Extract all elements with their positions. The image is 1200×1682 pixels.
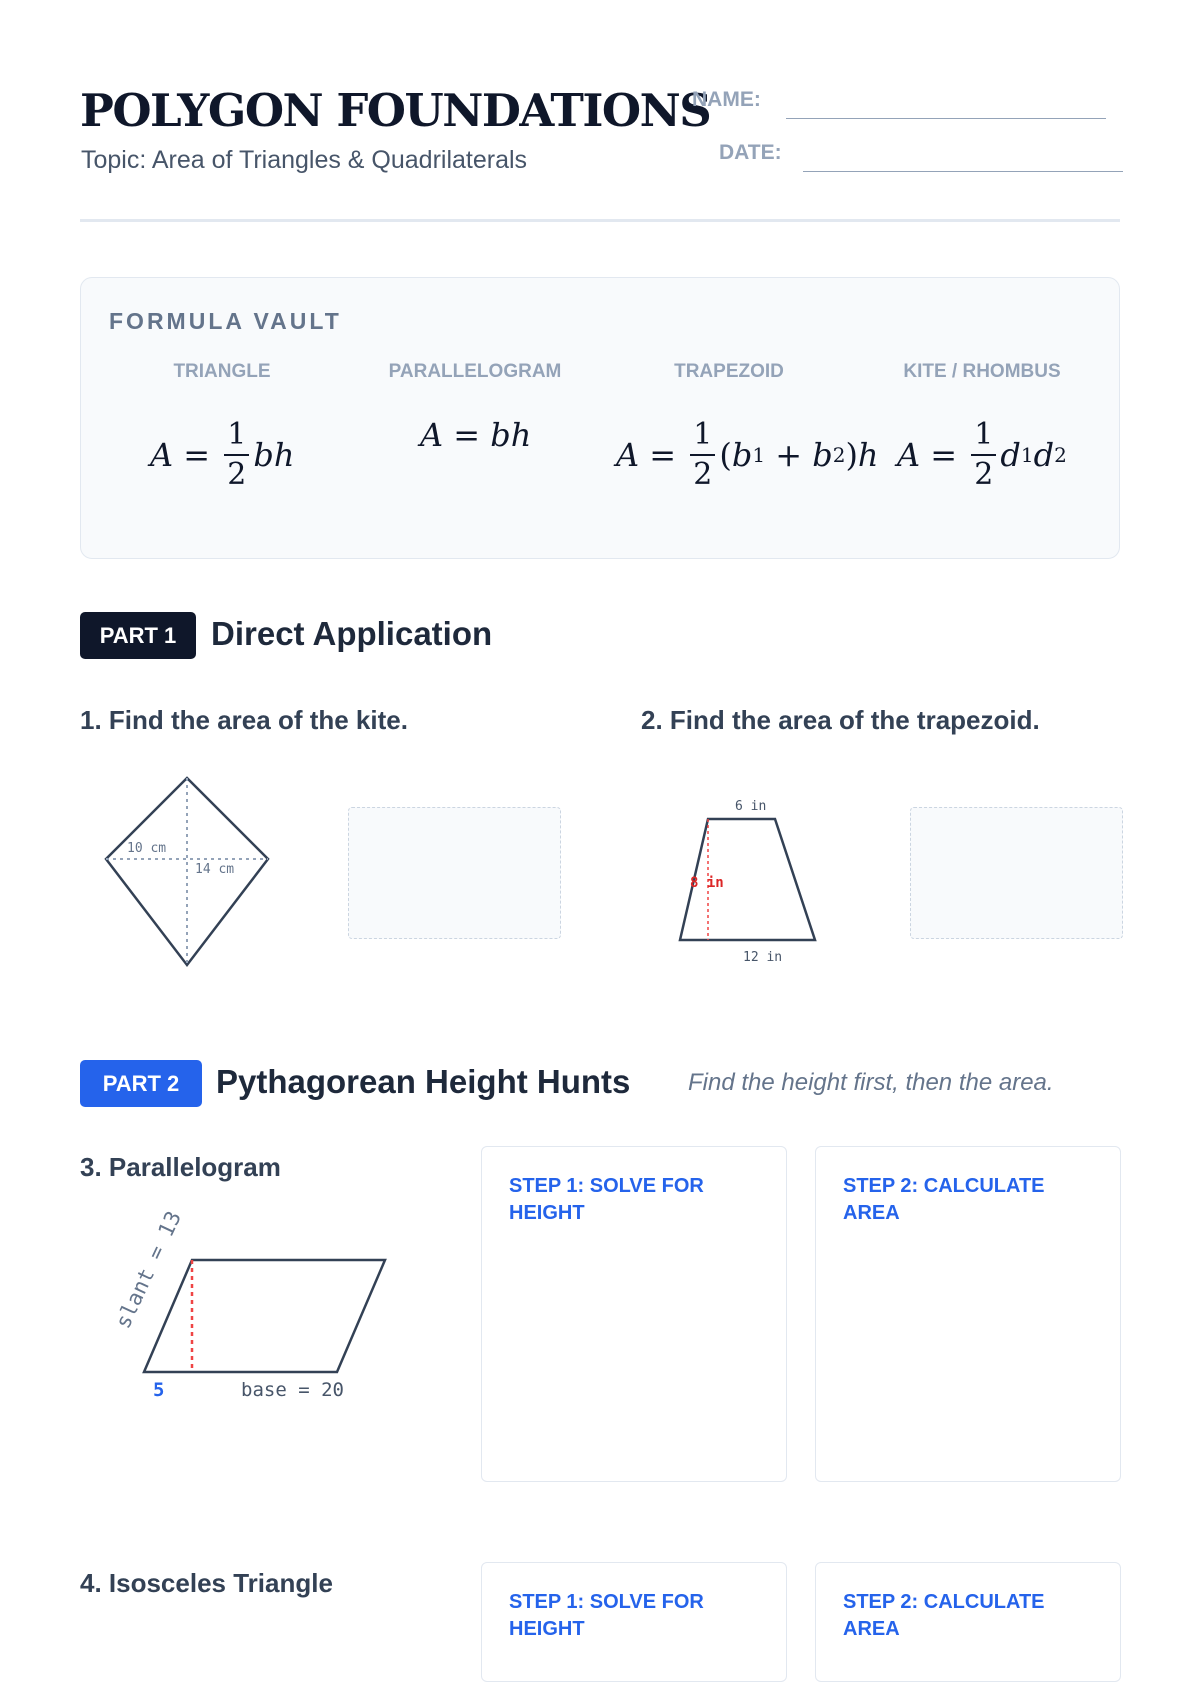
- worksheet-title: POLYGON FOUNDATIONS: [80, 84, 711, 137]
- kite-diagonal-label-1: 10 cm: [127, 841, 167, 856]
- question-2-text: 2. Find the area of the trapezoid.: [641, 705, 1040, 735]
- parallelogram-slant-label: slant = 13: [110, 1207, 186, 1333]
- question-1-text: 1. Find the area of the kite.: [80, 705, 408, 735]
- part2-badge: PART 2: [80, 1060, 202, 1107]
- trapezoid-figure: [670, 795, 830, 970]
- formula-heading-parallelogram: PARALLELOGRAM: [388, 361, 562, 382]
- q3-step2-label: STEP 2: CALCULATE AREA: [843, 1175, 1045, 1224]
- question-4-text: 4. Isosceles Triangle: [80, 1568, 333, 1598]
- question-3-text: 3. Parallelogram: [80, 1152, 281, 1182]
- worksheet-topic: Topic: Area of Triangles & Quadrilaterals: [81, 146, 528, 174]
- name-field[interactable]: [786, 118, 1106, 119]
- date-label: DATE:: [719, 141, 782, 164]
- formula-vault-title: FORMULA VAULT: [109, 308, 342, 334]
- trapezoid-top-base-label: 6 in: [735, 799, 767, 814]
- trapezoid-bottom-base-label: 12 in: [743, 950, 783, 965]
- q4-step2-label: STEP 2: CALCULATE AREA: [843, 1591, 1045, 1640]
- kite-area-formula: A = $\frac{1}{2}$ d 1 d 2: [897, 417, 1067, 492]
- q3-step1-label: STEP 1: SOLVE FOR HEIGHT: [509, 1175, 704, 1224]
- trapezoid-area-formula: A = $\frac{1}{2}$ ( b 1 + b 2 ) h: [616, 417, 879, 492]
- date-field[interactable]: [803, 171, 1123, 172]
- formula-heading-trapezoid: TRAPEZOID: [674, 361, 784, 382]
- q4-step1-label: STEP 1: SOLVE FOR HEIGHT: [509, 1591, 704, 1640]
- part2-hint: Find the height first, then the area.: [688, 1069, 1054, 1096]
- triangle-area-formula: A = $\frac{1}{2}$ bh: [150, 417, 295, 492]
- trapezoid-height-label: 8 in: [690, 875, 724, 891]
- kite-diagonal-label-2: 14 cm: [195, 862, 235, 877]
- name-label: NAME:: [692, 88, 761, 111]
- kite-figure: [100, 770, 280, 970]
- header-divider: [80, 219, 1120, 222]
- formula-heading-kite: KITE / RHOMBUS: [903, 361, 1061, 382]
- parallelogram-area-formula: A = bh: [420, 416, 532, 454]
- formula-heading-triangle: TRIANGLE: [173, 361, 271, 382]
- answer-box-q1[interactable]: [348, 807, 561, 939]
- parallelogram-offset-label: 5: [153, 1379, 165, 1401]
- part1-badge: PART 1: [80, 612, 196, 659]
- parallelogram-shape: [144, 1260, 385, 1372]
- parallelogram-base-label: base = 20: [241, 1379, 344, 1401]
- part2-title: Pythagorean Height Hunts: [216, 1063, 631, 1100]
- part1-title: Direct Application: [211, 615, 493, 652]
- parallelogram-figure: [95, 1200, 405, 1410]
- answer-box-q2[interactable]: [910, 807, 1123, 939]
